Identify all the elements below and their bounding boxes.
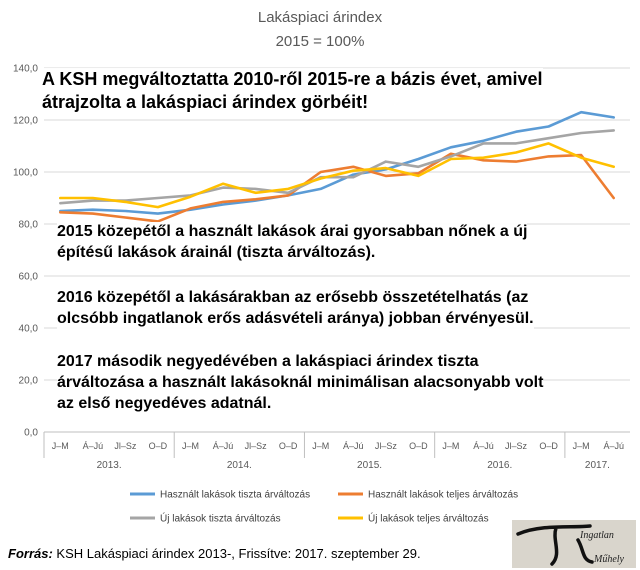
legend-label: Használt lakások teljes árváltozás bbox=[368, 489, 519, 501]
annotation-line: 2015 közepétől a használt lakások árai gyorsabban nőnek a új bbox=[57, 223, 528, 240]
legend-label: Használt lakások tiszta árváltozás bbox=[160, 489, 311, 501]
x-tick-label: O–D bbox=[409, 441, 428, 451]
y-tick-label: 0,0 bbox=[24, 427, 38, 439]
x-tick-label: O–D bbox=[148, 441, 168, 451]
legend bbox=[130, 490, 518, 525]
x-tick-label: O–D bbox=[278, 441, 298, 451]
annotation-line: olcsóbb ingatlanok erős adásvételi aránya) jobban érvényesül. bbox=[57, 309, 534, 327]
year-label: 2016. bbox=[487, 460, 513, 471]
year-label: 2013. bbox=[96, 460, 122, 471]
x-tick-label: Á–Jú bbox=[603, 441, 624, 451]
annotation-line: átrajzolta a lakáspiaci árindex görbéit! bbox=[42, 92, 369, 113]
annotation-2015 bbox=[57, 222, 527, 264]
x-tick-label: J–M bbox=[312, 441, 330, 451]
annotation-line: az első negyedéves adatnál. bbox=[57, 394, 272, 412]
series-line-4 bbox=[60, 143, 613, 207]
source-label: Forrás: bbox=[8, 546, 53, 561]
annotation-line: építésű lakások árainál (tiszta árváltozás). bbox=[57, 243, 376, 261]
y-tick-label: 40,0 bbox=[18, 323, 38, 335]
x-tick-label: J–M bbox=[442, 441, 460, 451]
y-tick-label: 80,0 bbox=[18, 219, 38, 231]
annotation-2016 bbox=[57, 288, 534, 330]
x-tick-label: Jl–Sz bbox=[505, 441, 528, 451]
y-tick-label: 120,0 bbox=[12, 115, 38, 127]
y-tick-label: 140,0 bbox=[12, 63, 38, 75]
annotation-2017 bbox=[57, 352, 543, 414]
x-tick-label: Jl–Sz bbox=[244, 441, 267, 451]
x-tick-label: Á–Jú bbox=[473, 441, 494, 451]
x-tick-label: O–D bbox=[539, 441, 558, 451]
y-tick-label: 100,0 bbox=[12, 167, 38, 179]
chart-title: Lakáspiaci árindex bbox=[257, 9, 383, 26]
y-axis-ticks bbox=[13, 64, 38, 439]
year-label: 2017. bbox=[584, 460, 610, 471]
source-text: KSH Lakáspiaci árindex 2013-, Frissítve: 2017. szeptember 29. bbox=[52, 546, 421, 561]
x-tick-label: J–M bbox=[572, 441, 590, 451]
x-tick-label: Jl–Sz bbox=[374, 441, 397, 451]
annotation-base-year bbox=[42, 68, 543, 115]
y-tick-label: 60,0 bbox=[18, 271, 38, 283]
series-line-3 bbox=[60, 130, 613, 203]
series-lines bbox=[60, 112, 613, 221]
logo-text-top: Ingatlan bbox=[580, 530, 614, 541]
annotation-line: A KSH megváltoztatta 2010-ről 2015-re a bázis évet, amivel bbox=[42, 69, 543, 89]
annotation-line: árváltozása a használt lakásoknál minimálisan alacsonyabb volt bbox=[57, 373, 544, 391]
logo-text-bottom: Műhely bbox=[594, 554, 624, 565]
annotation-line: 2017 második negyedévében a lakáspiaci árindex tiszta bbox=[57, 353, 479, 370]
x-tick-label: Á–Jú bbox=[343, 441, 364, 451]
y-tick-label: 20,0 bbox=[18, 375, 38, 387]
legend-label: Új lakások teljes árváltozás bbox=[368, 513, 489, 525]
year-label: 2014. bbox=[226, 460, 252, 471]
legend-label: Új lakások tiszta árváltozás bbox=[160, 513, 281, 525]
x-axis bbox=[44, 432, 630, 471]
logo bbox=[512, 520, 636, 568]
source-note bbox=[8, 546, 421, 561]
annotation-line: 2016 közepétől a lakásárakban az erősebb összetételhatás (az bbox=[57, 289, 529, 306]
chart-subtitle: 2015 = 100% bbox=[275, 33, 365, 50]
x-tick-label: J–M bbox=[51, 441, 69, 451]
year-label: 2015. bbox=[357, 460, 383, 471]
x-tick-label: Á–Jú bbox=[82, 441, 104, 451]
x-tick-label: Á–Jú bbox=[212, 441, 234, 451]
x-tick-label: J–M bbox=[181, 441, 200, 451]
x-tick-label: Jl–Sz bbox=[114, 441, 137, 451]
